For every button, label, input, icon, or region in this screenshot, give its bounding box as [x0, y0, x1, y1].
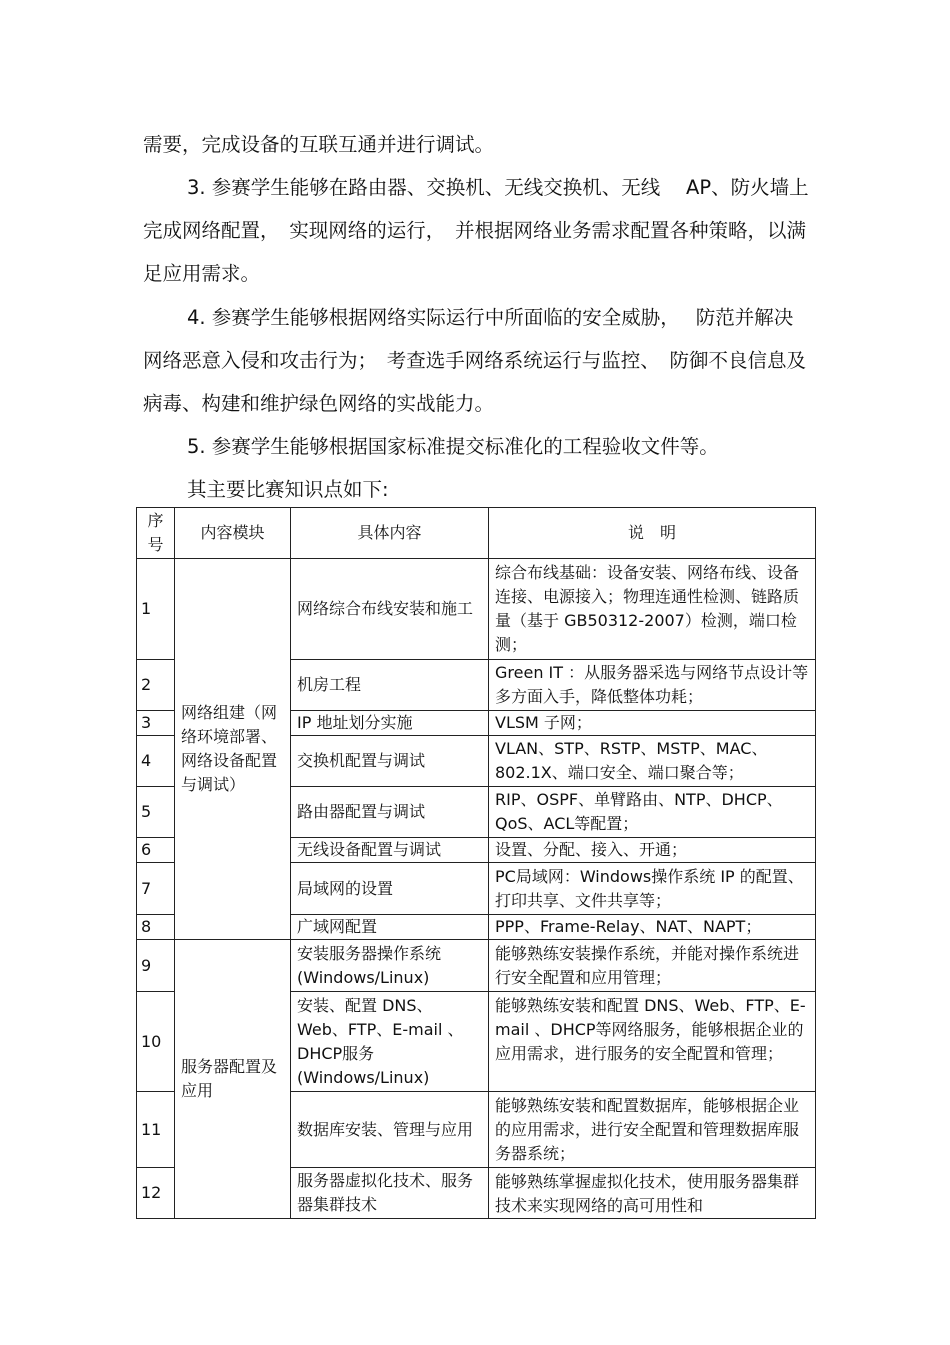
paragraph-item-5: 5. 参赛学生能够根据国家标准提交标准化的工程验收文件等。 — [187, 435, 719, 458]
row-number: 10 — [137, 992, 175, 1092]
header-module: 内容模块 — [175, 508, 291, 559]
row-desc: Green IT ：从服务器采选与网络节点设计等多方面入手，降低整体功耗； — [489, 660, 816, 711]
row-content: 路由器配置与调试 — [291, 787, 489, 838]
knowledge-points-table — [136, 507, 816, 1219]
row-desc: 能够熟练安装操作系统，并能对操作系统进行安全配置和应用管理； — [489, 940, 816, 992]
row-content: 服务器虚拟化技术、服务器集群技术 — [291, 1168, 489, 1219]
row-number: 8 — [137, 915, 175, 940]
row-number: 9 — [137, 940, 175, 992]
row-content: 局域网的设置 — [291, 863, 489, 915]
row-content: 网络综合布线安装和施工 — [291, 559, 489, 660]
row-content: IP 地址划分实施 — [291, 711, 489, 736]
row-number: 1 — [137, 559, 175, 660]
module-server: 服务器配置及应用 — [175, 940, 291, 1219]
row-content: 广域网配置 — [291, 915, 489, 940]
row-desc: 能够熟练安装和配置数据库，能够根据企业的应用需求，进行安全配置和管理数据库服务器系统； — [489, 1092, 816, 1168]
paragraph-item-3: 3. 参赛学生能够在路由器、交换机、无线交换机、无线 AP、防火墙上完成网络配置， 实现网络的运行， 并根据网络业务需求配置各种策略，以满足应用需求。 — [143, 176, 809, 285]
table-intro: 其主要比赛知识点如下: — [187, 478, 389, 501]
row-desc: VLSM 子网； — [489, 711, 816, 736]
table-header-row — [137, 508, 816, 559]
row-desc: 能够熟练安装和配置 DNS、Web、FTP、E-mail 、DHCP等网络服务，能够根据企业的应用需求，进行服务的安全配置和管理； — [489, 992, 816, 1092]
row-content: 安装服务器操作系统(Windows/Linux) — [291, 940, 489, 992]
row-content: 机房工程 — [291, 660, 489, 711]
row-number: 6 — [137, 838, 175, 863]
table-row — [137, 940, 816, 992]
row-content: 安装、配置 DNS、Web、FTP、E-mail 、DHCP服务(Windows/Linux) — [291, 992, 489, 1092]
row-number: 3 — [137, 711, 175, 736]
row-content: 交换机配置与调试 — [291, 736, 489, 787]
row-number: 11 — [137, 1092, 175, 1168]
row-number: 4 — [137, 736, 175, 787]
row-number: 12 — [137, 1168, 175, 1219]
table-row — [137, 559, 816, 660]
row-desc: PC局域网：Windows操作系统 IP 的配置、打印共享、文件共享等； — [489, 863, 816, 915]
row-desc: 设置、分配、接入、开通； — [489, 838, 816, 863]
paragraph-item-4: 4. 参赛学生能够根据网络实际运行中所面临的安全威胁， 防范并解决网络恶意入侵和攻击行为； 考查选手网络系统运行与监控、 防御不良信息及病毒、构建和维护绿色网络的实战能力。 — [143, 306, 807, 415]
row-desc: VLAN、STP、RSTP、MSTP、MAC、802.1X、端口安全、端口聚合等； — [489, 736, 816, 787]
row-number: 7 — [137, 863, 175, 915]
row-desc: PPP、Frame-Relay、NAT、NAPT； — [489, 915, 816, 940]
row-desc: 能够熟练掌握虚拟化技术，使用服务器集群技术来实现网络的高可用性和 — [489, 1168, 816, 1219]
module-network: 网络组建（网络环境部署、网络设备配置与调试） — [175, 559, 291, 940]
row-desc: RIP、OSPF、单臂路由、NTP、DHCP、QoS、ACL等配置； — [489, 787, 816, 838]
header-desc: 说 明 — [489, 508, 816, 559]
row-content: 数据库安装、管理与应用 — [291, 1092, 489, 1168]
row-content: 无线设备配置与调试 — [291, 838, 489, 863]
row-number: 2 — [137, 660, 175, 711]
header-seq: 序号 — [137, 508, 175, 559]
row-desc: 综合布线基础：设备安装、网络布线、设备连接、电源接入；物理连通性检测、链路质量（基于 GB50312-2007）检测，端口检测； — [489, 559, 816, 660]
row-number: 5 — [137, 787, 175, 838]
paragraph-continued: 需要，完成设备的互联互通并进行调试。 — [143, 133, 495, 156]
header-content: 具体内容 — [291, 508, 489, 559]
